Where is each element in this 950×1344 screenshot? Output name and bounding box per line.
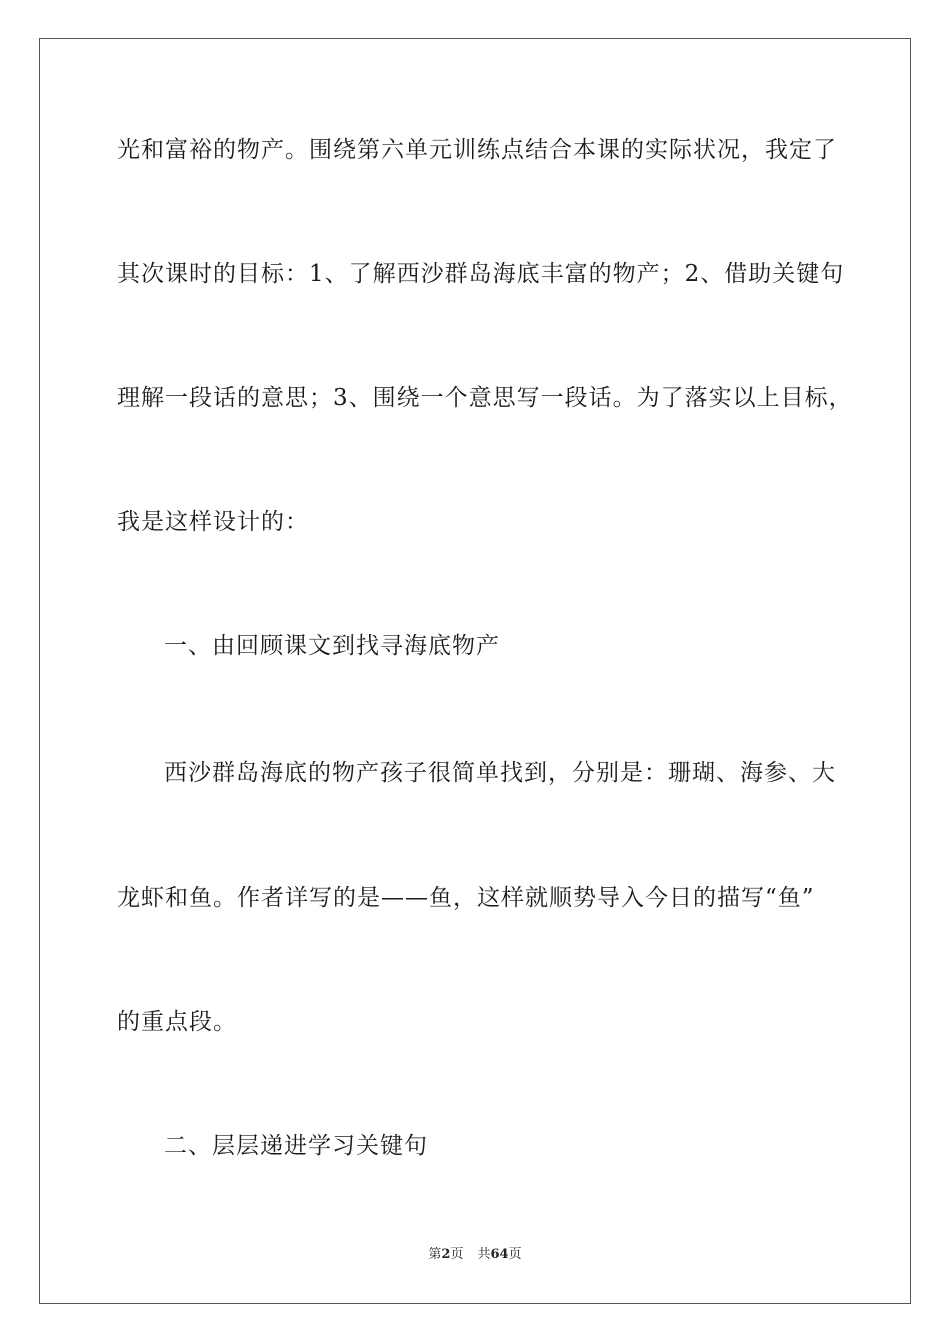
paragraph-line-3: 的重点段。 — [117, 1009, 237, 1035]
section-heading-1: 一、由回顾课文到找寻海底物产 — [164, 633, 500, 659]
page-number: 2 — [441, 1247, 451, 1262]
section-heading-2: 二、层层递进学习关键句 — [164, 1133, 428, 1159]
total-pages: 64 — [490, 1247, 509, 1262]
body-text-line-3: 理解一段话的意思；3、围绕一个意思写一段话。为了落实以上目标， — [117, 385, 853, 411]
page-frame — [39, 38, 911, 1304]
body-text-line-2: 其次课时的目标：1、了解西沙群岛海底丰富的物产；2、借助关键句 — [117, 261, 845, 287]
body-text-line-1: 光和富裕的物产。围绕第六单元训练点结合本课的实际状况，我定了 — [117, 137, 837, 163]
paragraph-line-2: 龙虾和鱼。作者详写的是——鱼，这样就顺势导入今日的描写“鱼” — [117, 885, 815, 911]
page-prefix: 第 — [428, 1247, 442, 1262]
paragraph-line-1: 西沙群岛海底的物产孩子很简单找到，分别是：珊瑚、海参、大 — [164, 760, 836, 786]
body-text-line-4: 我是这样设计的： — [117, 509, 309, 535]
total-prefix: 共 — [477, 1247, 491, 1262]
total-suffix: 页 — [508, 1247, 522, 1262]
page-suffix: 页 — [450, 1247, 464, 1262]
page-footer — [0, 1246, 950, 1264]
